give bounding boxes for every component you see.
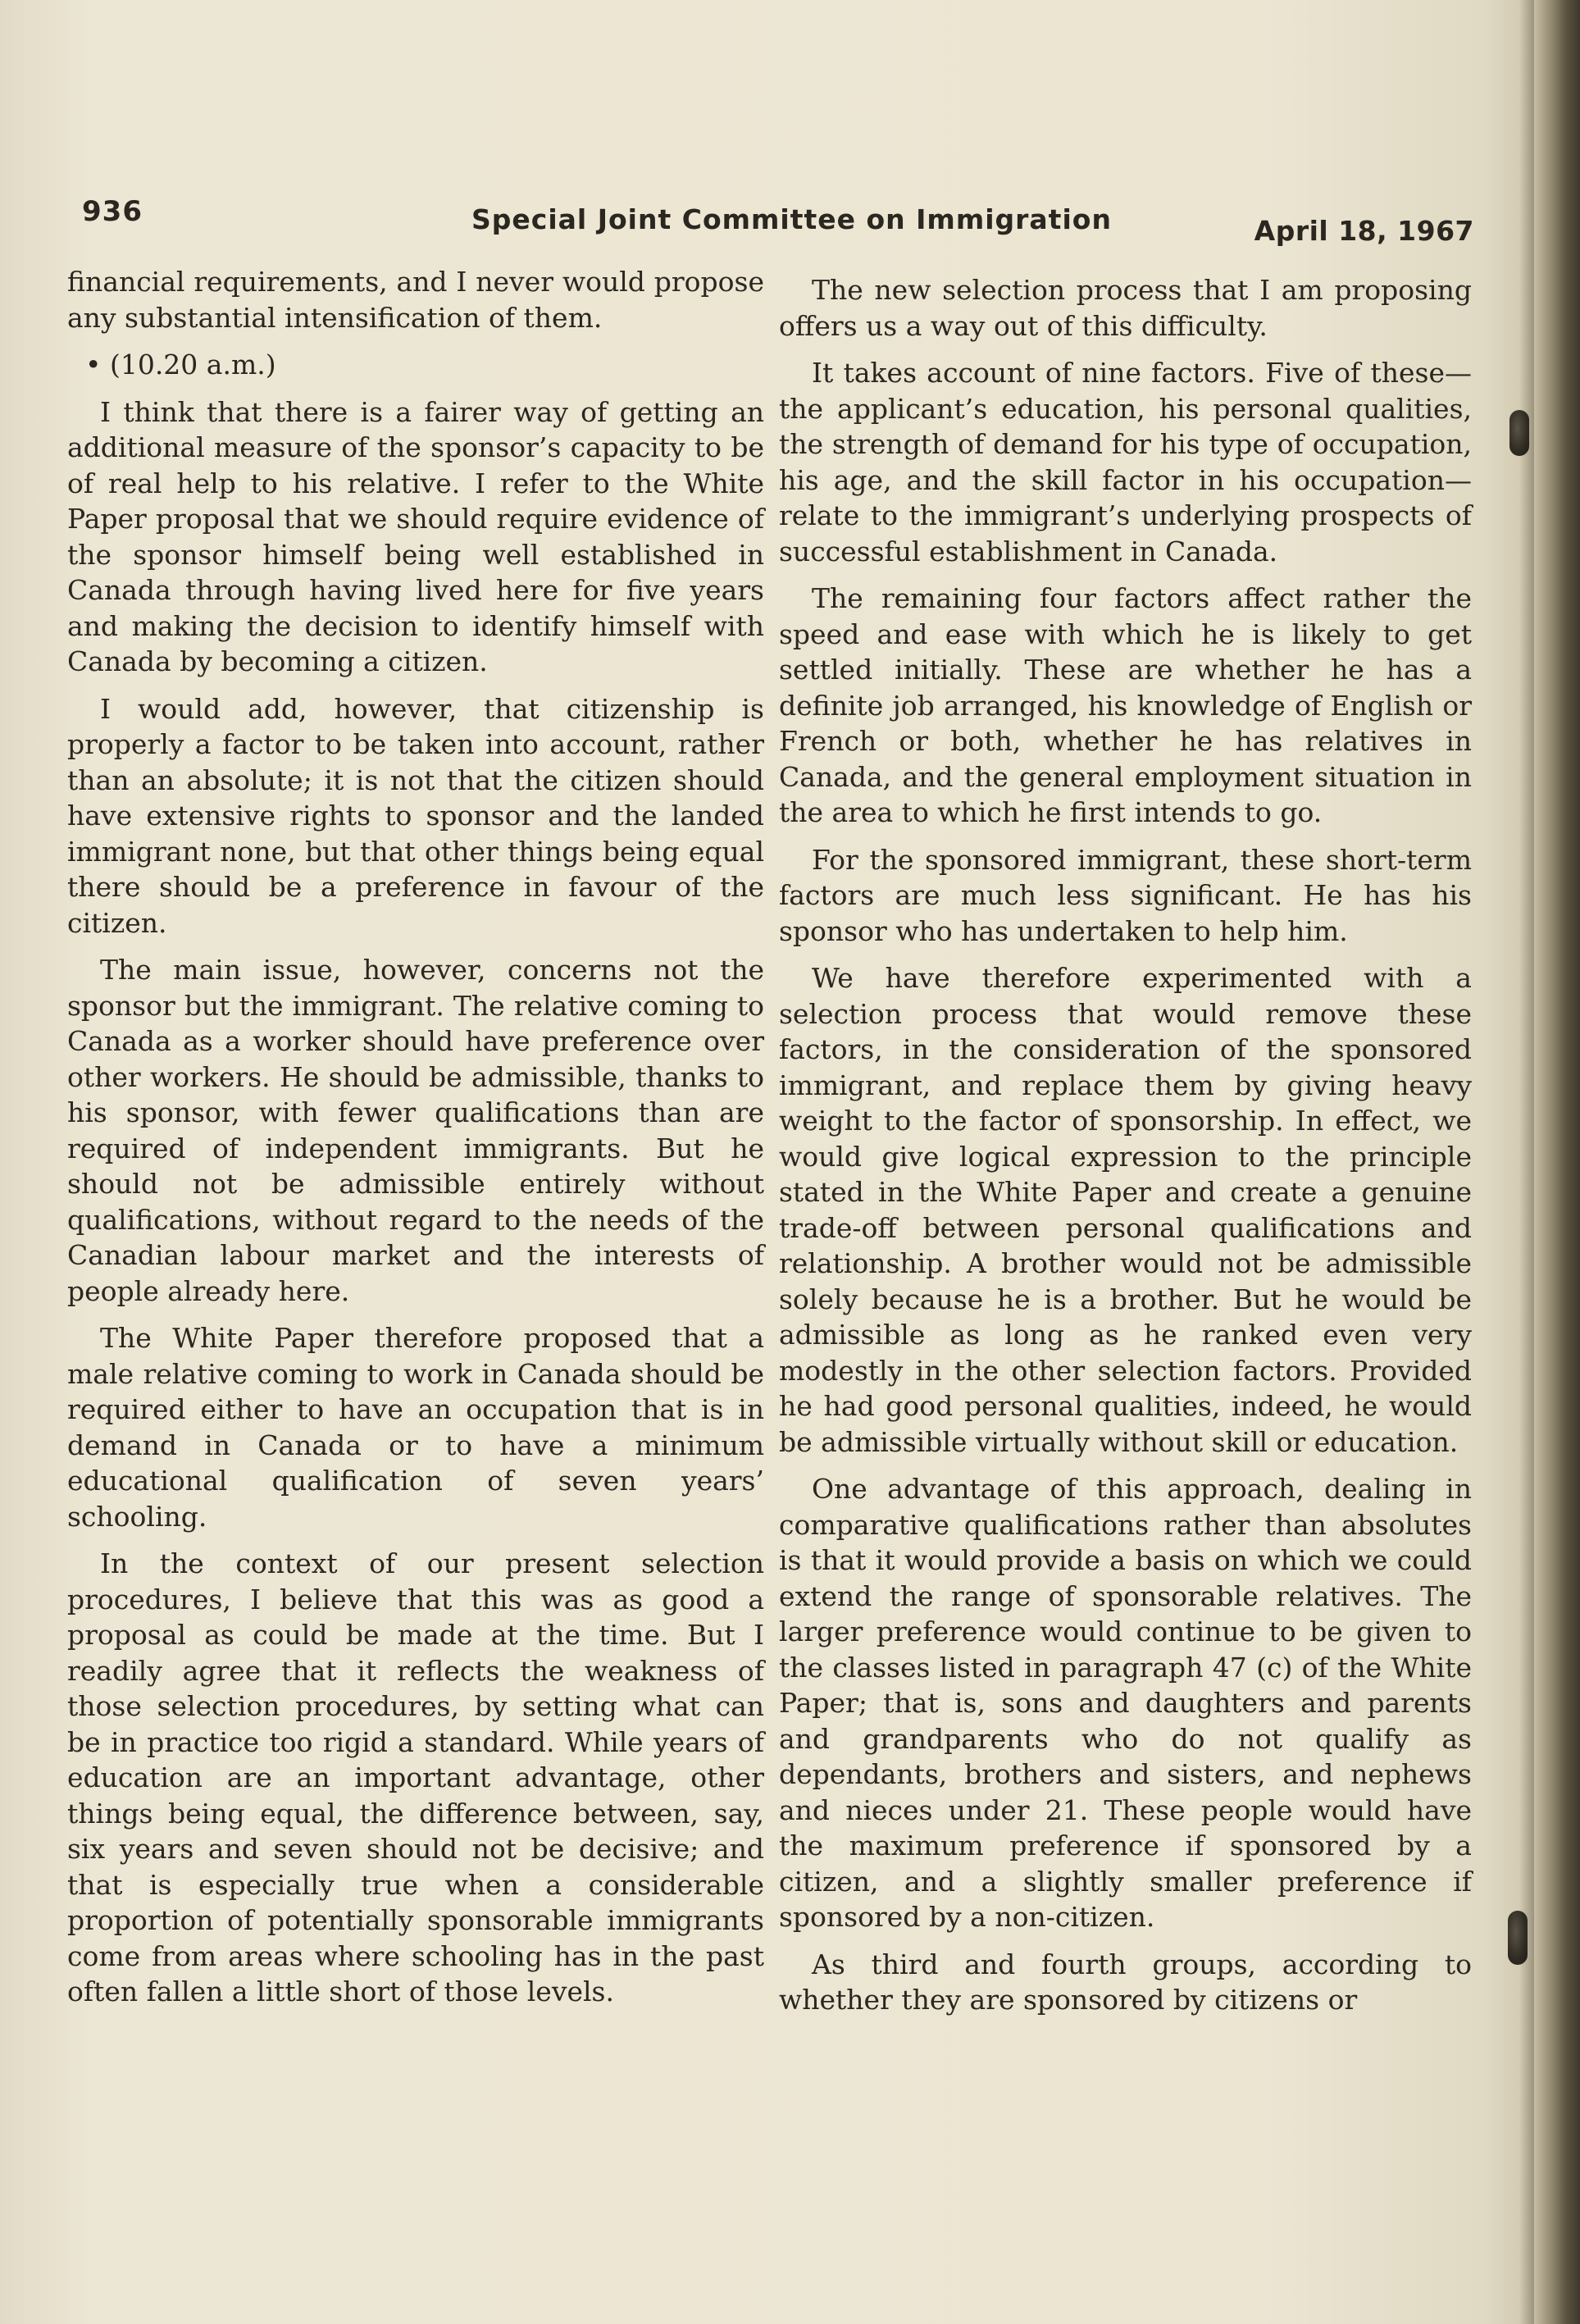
paragraph: One advantage of this approach, dealing in comparative qualifications rather than absolutes is that it would provide a basis on which we could extend the range of sponsorable relatives. The larger preference would continue to be given to the classes listed in paragraph 47 (c) of the White Paper; that is, sons and daughters and parents and grandparents who do not qualify as dependants, brothers and sisters, and nephews and nieces under 21. These people would have the maximum preference if sponsored by a citizen, and a slightly smaller preference if sponsored by a non-citizen.	[779, 1473, 1472, 1933]
left-column	[67, 264, 764, 2021]
header-date: April 18, 1967	[1254, 215, 1474, 247]
paragraph: The White Paper therefore proposed that a male relative coming to work in Canada should be required either to have an occupation that is in demand in Canada or to have a minimum educational qualification of seven years’ schooling.	[67, 1322, 764, 1533]
running-title: Special Joint Committee on Immigration	[471, 203, 1112, 235]
right-column	[779, 272, 1472, 2030]
paragraph: As third and fourth groups, according to whether they are sponsored by citizens or	[779, 1948, 1472, 2016]
paragraph: We have therefore experimented with a selection process that would remove these factors, in the consideration of the sponsored immigrant, and replace them by giving heavy weight to the factor of sponsorship. In effect, we would give logical expression to the principle stated in the White Paper and create a genuine trade-off between personal qualifications and relationship. A brother would not be admissible solely because he is a brother. But he would be admissible as long as he ranked even very modestly in the other selection factors. Provided he had good personal qualities, indeed, he would be admissible virtually without skill or education.	[779, 962, 1472, 1458]
paragraph: The remaining four factors affect rather the speed and ease with which he is likely to get settled initially. These are whether he has a definite job arranged, his knowledge of English or French or both, whether he has relatives in Canada, and the general employment situation in the area to which he first intends to go.	[779, 582, 1472, 828]
paragraph: For the sponsored immigrant, these short-term factors are much less significant. He has his sponsor who has undertaken to help him.	[779, 843, 1472, 947]
binding-shadow	[1519, 0, 1534, 2324]
binding-clip-mark-bottom	[1508, 1911, 1528, 1965]
page-number: 936	[82, 195, 143, 228]
paragraph: The new selection process that I am proposing offers us a way out of this difficulty.	[779, 274, 1472, 342]
time-marker: • (10.20 a.m.)	[85, 349, 276, 380]
page-header	[82, 190, 1474, 248]
book-binding	[1534, 0, 1580, 2324]
paragraph: financial requirements, and I never would propose any substantial intensification of them.	[67, 266, 764, 334]
paragraph: In the context of our present selection procedures, I believe that this was as good a proposal as could be made at the time. But I readily agree that it reflects the weakness of those selection procedures, by setting what can be in practice too rigid a standard. While years of education are an important advantage, other things being equal, the difference between, say, six years and seven should not be decisive; and that is especially true when a considerable proportion of potentially sponsorable immigrants come from areas where schooling has in the past often fallen a little short of those levels.	[67, 1547, 764, 2007]
binding-clip-mark-top	[1509, 410, 1529, 456]
paragraph: It takes account of nine factors. Five of these—the applicant’s education, his personal qualities, the strength of demand for his type of occupation, his age, and the skill factor in his occupation—relate to the immigrant’s underlying prospects of successful establishment in Canada.	[779, 357, 1472, 567]
paragraph: I think that there is a fairer way of getting an additional measure of the sponsor’s capacity to be of real help to his relative. I refer to the White Paper proposal that we should require evidence of the sponsor himself being well established in Canada through having lived here for five years and making the decision to identify himself with Canada by becoming a citizen.	[67, 395, 764, 677]
paragraph: The main issue, however, concerns not the sponsor but the immigrant. The relative coming to Canada as a worker should have preference over other workers. He should be admissible, thanks to his sponsor, with fewer qualifications than are required of independent immigrants. But he should not be admissible entirely without qualifications, without regard to the needs of the Canadian labour market and the interests of people already here.	[67, 954, 764, 1307]
paragraph: I would add, however, that citizenship is properly a factor to be taken into account, rather than an absolute; it is not that the citizen should have extensive rights to sponsor and the landed immigrant none, but that other things being equal there should be a preference in favour of the citizen.	[67, 692, 764, 939]
